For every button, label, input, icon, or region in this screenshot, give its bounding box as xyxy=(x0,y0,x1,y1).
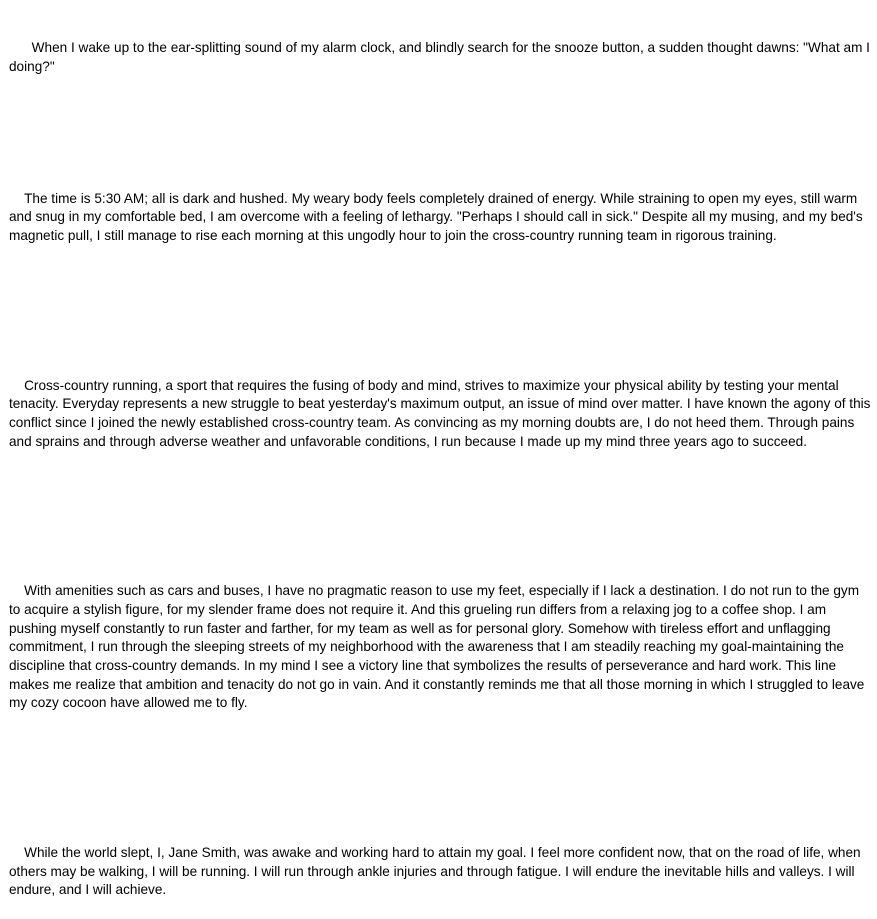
paragraph-1: When I wake up to the ear-splitting sound of my alarm clock, and blindly search for the snooze button, a sudden thought dawns: "What am I doing?" xyxy=(9,40,874,75)
paragraph-4: With amenities such as cars and buses, I have no pragmatic reason to use my feet, especially if I lack a destination. I do not run to the gym to acquire a stylish figure, for my slender frame does not require it. And this grueling run differs from a relaxing jog to a coffee shop. I am pushing myself constantly to run faster and farther, for my team as well as for personal glory. Somehow with tireless effort and unflagging commitment, I run through the sleeping streets of my neighborhood with the awareness that I am steadily reaching my goal-maintaining the discipline that cross-country demands. In my mind I see a victory line that symbolizes the results of perseverance and hard work. This line makes me realize that ambition and tenacity do not go in vain. And it constantly reminds me that all those morning in which I struggled to leave my cozy cocoon have allowed me to fly. xyxy=(9,583,869,711)
essay-document xyxy=(9,2,873,919)
paragraph-2: The time is 5:30 AM; all is dark and hushed. My weary body feels completely drained of energy. While straining to open my eyes, still warm and snug in my comfortable bed, I am overcome with a feeling of lethargy. "Perhaps I should call in sick." Despite all my musing, and my bed's magnetic pull, I still manage to rise each morning at this ungodly hour to join the cross-country running team in rigorous training. xyxy=(9,190,867,244)
paragraph-spacer xyxy=(9,751,873,807)
paragraph-spacer xyxy=(9,114,873,152)
paragraph-5: While the world slept, I, Jane Smith, was awake and working hard to attain my goal. I feel more confident now, that on the road of life, when others may be walking, I will be running. I will run through ankle injuries and through fatigue. I will endure the inevitable hills and valleys. I will endure, and I will achieve. xyxy=(9,844,865,898)
paragraph-3: Cross-country running, a sport that requires the fusing of body and mind, strives to maximize your physical ability by testing your mental tenacity. Everyday represents a new struggle to beat yesterday's maximum output, an issue of mind over matter. I have known the agony of this conflict since I joined the newly established cross-country team. As convincing as my morning doubts are, I do not heed them. Through pains and sprains and through adverse weather and unfavorable conditions, I run because I made up my mind three years ago to succeed. xyxy=(9,377,875,449)
paragraph-spacer xyxy=(9,489,873,545)
paragraph-spacer xyxy=(9,283,873,339)
